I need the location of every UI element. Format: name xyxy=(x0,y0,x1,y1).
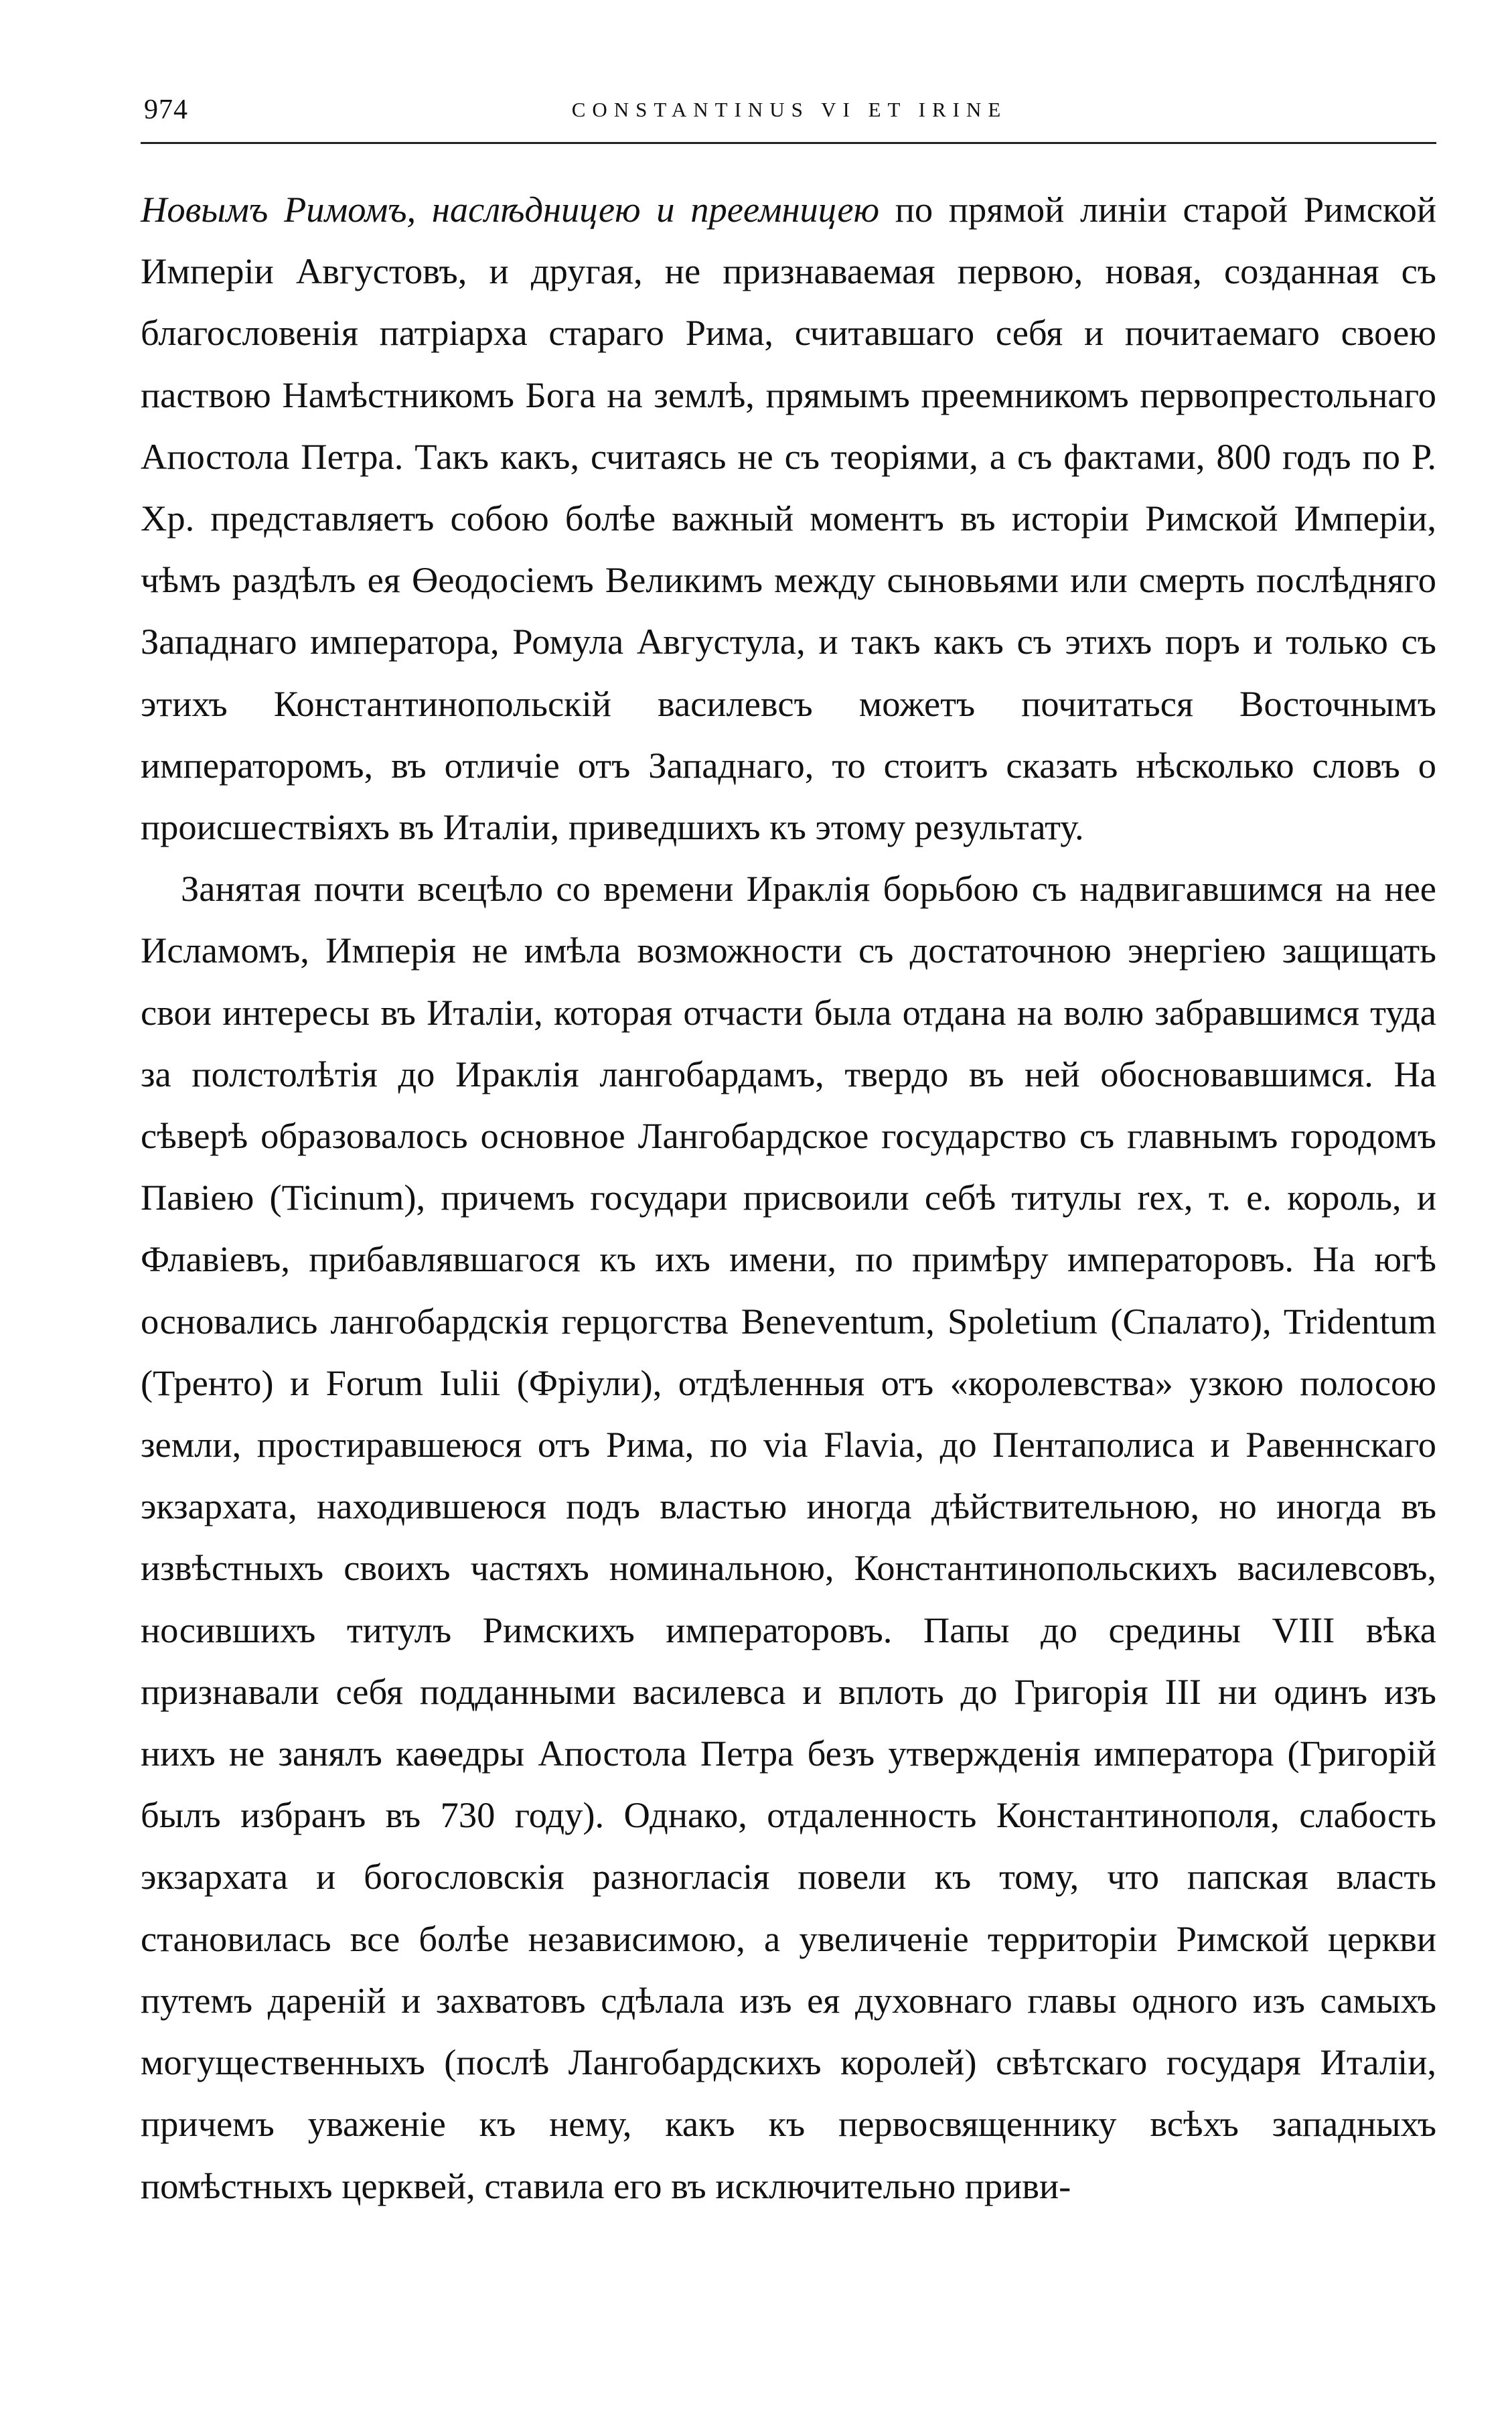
italic-lead-phrase: Новымъ Римомъ, наслѣдницею и преемницею xyxy=(141,189,880,230)
body-text xyxy=(141,179,1436,2409)
page-number: 974 xyxy=(144,94,188,125)
paragraph-text: по прямой линіи старой Римской Имперіи Августовъ, и другая, не признаваемая первою, новая, созданная съ благословенія патріарха стараго Рима, считавшаго себя и почитаемаго своею паствою Намѣстникомъ Бога на землѣ, прямымъ преемникомъ первопрестольнаго Апостола Петра. Такъ какъ, считаясь не съ теоріями, а съ фактами, 800 годъ по Р. Хр. представляетъ собою болѣе важный моментъ въ исторіи Римской Имперіи, чѣмъ раздѣлъ ея Өеодосіемъ Великимъ между сыновьями или смерть послѣдняго Западнаго императора, Ромула Августула, и такъ какъ съ этихъ поръ и только съ этихъ Константинопольскій василевсъ можетъ почитаться Восточнымъ императоромъ, въ отличіе отъ Западнаго, то стоитъ сказать нѣсколько словъ о происшествіяхъ въ Италіи, приведшихъ къ этому результату. xyxy=(141,189,1437,848)
running-title: CONSTANTINUS VI ET IRINE xyxy=(571,98,1008,121)
paragraph-continuation xyxy=(141,179,1436,858)
page-header xyxy=(144,91,1435,138)
header-rule xyxy=(141,142,1436,144)
paragraph xyxy=(141,858,1436,2216)
paragraph-text: Занятая почти всецѣло со времени Ираклія борьбою съ надвигавшимся на нее Исламомъ, Имперія не имѣла возможности съ достаточною энергіею защищать свои интересы въ Италіи, которая отчасти была отдана на волю забравшимся туда за полстолѣтія до Ираклія лангобардамъ, твердо въ ней обосновавшимся. На сѣверѣ образовалось основное Лангобардское государство съ главнымъ городомъ Павіею (Ticinum), причемъ государи присвоили себѣ титулы rex, т. е. король, и Флавіевъ, прибавлявшагося къ ихъ имени, по примѣру императоровъ. На югѣ основались лангобардскія герцогства Beneventum, Spoletium (Спалато), Tridentum (Тренто) и Forum Iulii (Фріули), отдѣленныя отъ «королевства» узкою полосою земли, простиравшеюся отъ Рима, по via Flavia, до Пентаполиса и Равеннскаго экзархата, находившеюся подъ властью иногда дѣйствительною, но иногда въ извѣстныхъ своихъ частяхъ номинальною, Константинопольскихъ василевсовъ, носившихъ титулъ Римскихъ императоровъ. Папы до средины VIII вѣка признавали себя подданными василевса и вплоть до Григорія III ни одинъ изъ нихъ не занялъ каѳедры Апостола Петра безъ утвержденія императора (Григорій былъ избранъ въ 730 году). Однако, отдаленность Константинополя, слабость экзархата и богословскія разногласія повели къ тому, что папская власть становилась все болѣе независимою, а увеличеніе территоріи Римской церкви путемъ дареній и захватовъ сдѣлала изъ ея духовнаго главы одного изъ самыхъ могущественныхъ (послѣ Лангобардскихъ королей) свѣтскаго государя Италіи, причемъ уваженіе къ нему, какъ къ первосвященнику всѣхъ западныхъ помѣстныхъ церквей, ставила его въ исключительно приви- xyxy=(141,868,1436,2206)
